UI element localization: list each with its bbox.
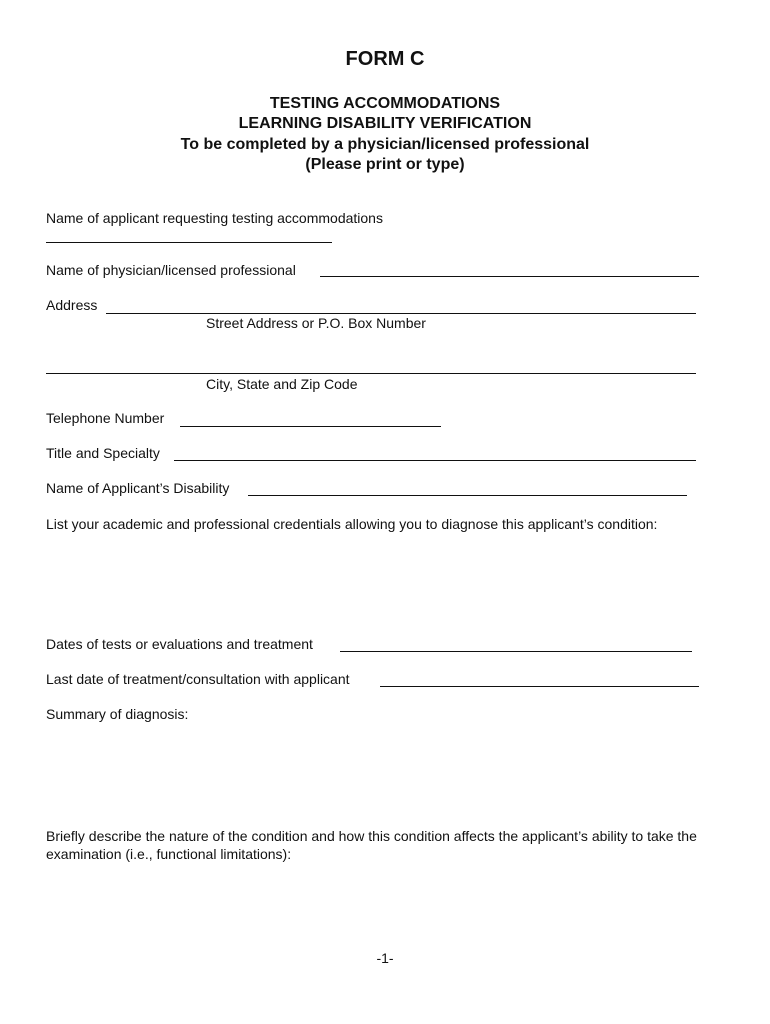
- street-address-caption: Street Address or P.O. Box Number: [206, 315, 426, 331]
- heading-learning-disability: LEARNING DISABILITY VERIFICATION: [238, 115, 532, 132]
- diagnosis-summary-label: Summary of diagnosis:: [46, 706, 189, 722]
- test-dates-field[interactable]: [340, 651, 692, 652]
- last-treatment-date-field[interactable]: [380, 686, 699, 687]
- condition-description-label: Briefly describe the nature of the condition and how this condition affects the applicant’s ability to take the examination (i.e., functional limitations):: [46, 828, 697, 862]
- heading-print-or-type: (Please print or type): [305, 156, 465, 173]
- form-title: FORM C: [345, 48, 425, 70]
- applicant-name-field[interactable]: [46, 242, 332, 243]
- address-label: Address: [46, 297, 98, 313]
- professional-name-label: Name of physician/licensed professional: [46, 262, 296, 278]
- street-address-field[interactable]: [106, 313, 696, 314]
- title-specialty-field[interactable]: [174, 460, 696, 461]
- professional-name-field[interactable]: [320, 276, 699, 277]
- title-specialty-label: Title and Specialty: [46, 445, 160, 461]
- applicant-disability-field[interactable]: [248, 495, 687, 496]
- applicant-name-label: Name of applicant requesting testing accommodations: [46, 210, 383, 226]
- test-dates-label: Dates of tests or evaluations and treatment: [46, 636, 313, 652]
- last-treatment-date-label: Last date of treatment/consultation with applicant: [46, 671, 350, 687]
- heading-completed-by: To be completed by a physician/licensed professional: [180, 136, 590, 153]
- telephone-label: Telephone Number: [46, 410, 165, 426]
- page-number: -1-: [376, 950, 394, 966]
- heading-testing-accommodations: TESTING ACCOMMODATIONS: [269, 95, 501, 112]
- applicant-disability-label: Name of Applicant’s Disability: [46, 480, 230, 496]
- telephone-field[interactable]: [180, 426, 441, 427]
- credentials-label: List your academic and professional credentials allowing you to diagnose this applicant’s condition:: [46, 516, 658, 532]
- city-state-zip-caption: City, State and Zip Code: [206, 376, 358, 392]
- city-state-zip-field[interactable]: [46, 373, 696, 374]
